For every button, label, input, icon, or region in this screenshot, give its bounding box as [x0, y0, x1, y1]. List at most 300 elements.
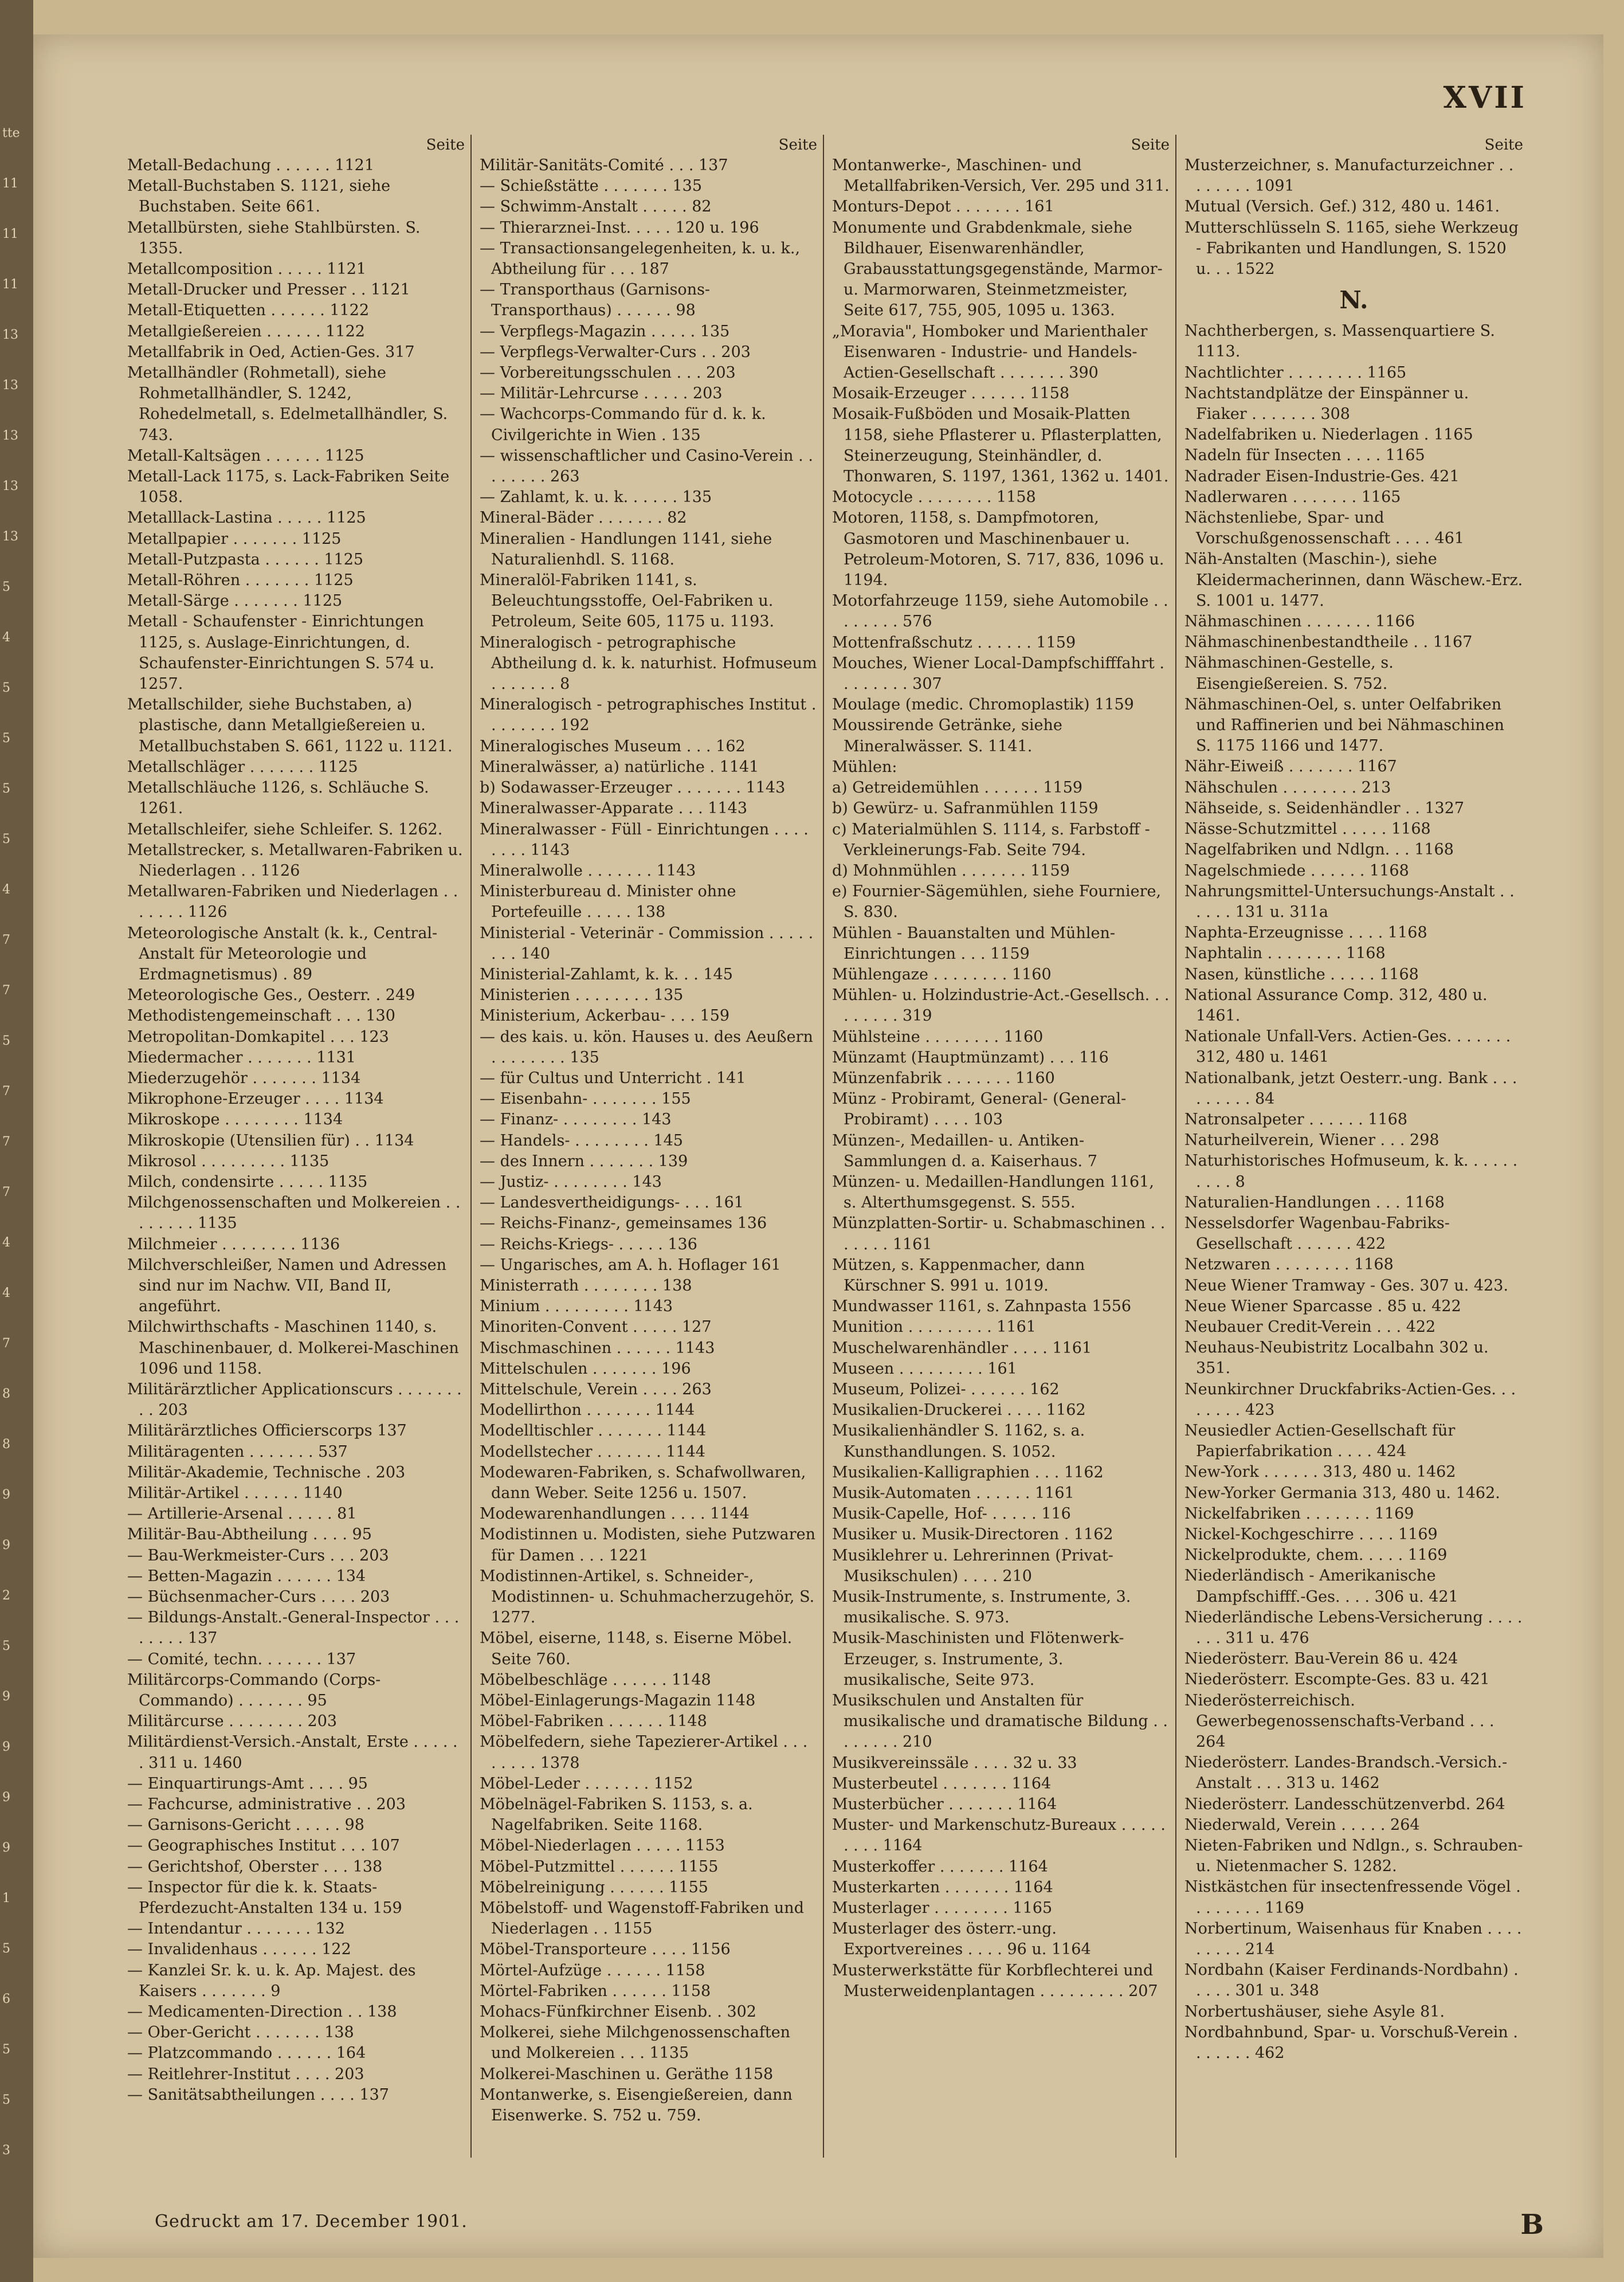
- index-entry: — Garnisons-Gericht . . . . . 98: [127, 1816, 364, 1834]
- index-entry: Mikrosol . . . . . . . . . 1135: [127, 1152, 329, 1170]
- index-entry: Militär-Sanitäts-Comité . . . 137: [480, 156, 728, 174]
- index-entry: Musterzeichner, s. Manufacturzeichner . . . . . . . . 1091: [1184, 156, 1514, 195]
- gutter-number: 11: [2, 227, 18, 241]
- index-entry: Monumente und Grabdenkmale, siehe Bildhauer, Eisenwarenhändler, Grabausstattungsgegenstände, Marmor- u. Marmorwaren, Steinmetzmeister, Seite 617, 755, 905, 1095 u. 1363.: [832, 218, 1163, 320]
- index-entry: Militärcurse . . . . . . . . 203: [127, 1712, 338, 1731]
- index-entry: Nächstenliebe, Spar- und Vorschußgenossenschaft . . . . 461: [1184, 509, 1465, 548]
- index-entry: Metall-Etiquetten . . . . . . 1122: [127, 301, 370, 320]
- index-entry: b) Sodawasser-Erzeuger . . . . . . . 1143: [480, 779, 786, 797]
- index-entry: Nachtstandplätze der Einspänner u. Fiaker . . . . . . . 308: [1184, 384, 1469, 424]
- index-entry: — Ober-Gericht . . . . . . . 138: [127, 2024, 354, 2042]
- gutter-number: 7: [2, 1135, 10, 1149]
- index-entry: Meteorologische Anstalt (k. k., Central-Anstalt für Meteorologie und Erdmagnetismus) . 89: [127, 924, 438, 983]
- gutter-number: 9: [2, 1740, 10, 1754]
- index-entry: Mineralwasser - Füll - Einrichtungen . . . . . . . . 1143: [480, 820, 809, 859]
- index-entry: Möbel-Transporteure . . . . 1156: [480, 1940, 731, 1959]
- gutter-number: 5: [2, 2093, 10, 2107]
- index-entry: — Intendantur . . . . . . . 132: [127, 1920, 346, 1938]
- index-entry: Möbel-Niederlagen . . . . . 1153: [480, 1837, 725, 1855]
- index-entry: Nationalbank, jetzt Oesterr.-ung. Bank . . . . . . . . . 84: [1184, 1069, 1517, 1108]
- index-entry: Nadlerwaren . . . . . . . 1165: [1184, 488, 1401, 506]
- gutter-number: 7: [2, 983, 10, 998]
- index-entry: Modistinnen-Artikel, s. Schneider-, Modistinnen- u. Schuhmacherzugehör, S. 1277.: [480, 1567, 815, 1627]
- index-entry: Metall-Putzpasta . . . . . . 1125: [127, 550, 364, 568]
- index-entry: — Reitlehrer-Institut . . . . 203: [127, 2065, 364, 2083]
- index-entry: New-York . . . . . . 313, 480 u. 1462: [1184, 1463, 1456, 1481]
- gutter-number: 11: [2, 177, 18, 191]
- index-entry: Norbertushäuser, siehe Asyle 81.: [1184, 2002, 1445, 2021]
- index-entry: Möbelfedern, siehe Tapezierer-Artikel . . . . . . . . 1378: [480, 1733, 808, 1772]
- index-entry: Musterlager . . . . . . . . 1165: [832, 1899, 1053, 1918]
- index-entry: Metallschläger . . . . . . . 1125: [127, 758, 358, 776]
- index-entry: — Schwimm-Anstalt . . . . . 82: [480, 198, 712, 216]
- index-entry: Metall-Kaltsägen . . . . . . 1125: [127, 446, 364, 465]
- gutter-number: 4: [2, 883, 10, 897]
- index-entry: Nähmaschinenbestandtheile . . 1167: [1184, 633, 1473, 652]
- index-entry: „Moravia", Homboker und Marienthaler Eisenwaren - Industrie- und Handels-Actien-Gesellschaft . . . . . . . 390: [832, 322, 1148, 382]
- index-entry: Niederösterreichisch. Gewerbegenossenschafts-Verband . . . 264: [1184, 1691, 1494, 1751]
- index-entry: Münzenfabrik . . . . . . . 1160: [832, 1069, 1055, 1087]
- index-entry: Näh-Anstalten (Maschin-), siehe Kleidermacherinnen, dann Wäschew.-Erz. S. 1001 u. 1477.: [1184, 550, 1523, 610]
- gutter-number: 4: [2, 630, 10, 645]
- index-entry: Nähmaschinen-Oel, s. unter Oelfabriken und Raffinerien und bei Nähmaschinen S. 1175 1166 und 1477.: [1184, 695, 1505, 755]
- index-entry: Metallbürsten, siehe Stahlbürsten. S. 1355.: [127, 218, 421, 257]
- gutter-number: 13: [2, 429, 18, 443]
- index-entry: Metallfabrik in Oed, Actien-Ges. 317: [127, 343, 415, 361]
- index-entry: Mischmaschinen . . . . . . 1143: [480, 1339, 715, 1357]
- left-gutter: [0, 0, 33, 2282]
- index-entry: Münzen- u. Medaillen-Handlungen 1161, s. Alterthumsgegenst. S. 555.: [832, 1173, 1154, 1212]
- index-entry: Metallcomposition . . . . . 1121: [127, 260, 367, 279]
- gutter-number: 5: [2, 782, 10, 796]
- index-entry: Muster- und Markenschutz-Bureaux . . . . . . . . . 1164: [832, 1816, 1166, 1855]
- gutter-number: 7: [2, 1185, 10, 1199]
- index-entry: Mittelschulen . . . . . . . 196: [480, 1359, 691, 1378]
- index-entry: Mosaik-Fußböden und Mosaik-Platten 1158, siehe Pflasterer u. Pflasterplatten, Steinerzeugung, Steinhändler, d. Thonwaren, S. 1197, 1361, 1362 u. 1401.: [832, 405, 1169, 486]
- index-entry: Niederösterr. Bau-Verein 86 u. 424: [1184, 1650, 1458, 1668]
- index-entry: Miederzugehör . . . . . . . 1134: [127, 1069, 361, 1087]
- index-entry: Neubauer Credit-Verein . . . 422: [1184, 1318, 1436, 1336]
- gutter-number: 7: [2, 933, 10, 947]
- index-entry: Molkerei-Maschinen u. Geräthe 1158: [480, 2065, 774, 2083]
- index-entry: Metall-Buchstaben S. 1121, siehe Buchstaben. Seite 661.: [127, 177, 391, 216]
- index-entry: Nähmaschinen-Gestelle, s. Eisengießereien. S. 752.: [1184, 654, 1394, 693]
- index-entry: Nähmaschinen . . . . . . . 1166: [1184, 613, 1415, 631]
- index-entry: Naphtalin . . . . . . . . 1168: [1184, 944, 1386, 963]
- index-entry: Nähseide, s. Seidenhändler . . 1327: [1184, 799, 1465, 817]
- index-entry: Mineralogisch - petrographisches Institut . . . . . . . . 192: [480, 696, 817, 735]
- index-entry: Nickelprodukte, chem. . . . . 1169: [1184, 1546, 1448, 1565]
- gutter-number: 9: [2, 1790, 10, 1805]
- index-entry: Mineralwasser-Apparate . . . 1143: [480, 799, 748, 818]
- index-entry: — Handels- . . . . . . . . 145: [480, 1131, 683, 1150]
- index-entry: Montanwerke-, Maschinen- und Metallfabriken-Versich, Ver. 295 und 311.: [832, 156, 1170, 195]
- index-entry: Nesselsdorfer Wagenbau-Fabriks-Gesellschaft . . . . . . 422: [1184, 1214, 1450, 1253]
- index-entry: Metall-Röhren . . . . . . . 1125: [127, 571, 354, 590]
- index-entry: Nickel-Kochgeschirre . . . . 1169: [1184, 1526, 1438, 1543]
- index-entry: Modelltischler . . . . . . . 1144: [480, 1422, 707, 1440]
- index-entry: Nachtlichter . . . . . . . . 1165: [1184, 363, 1407, 382]
- index-entry: Neue Wiener Sparcasse . 85 u. 422: [1184, 1297, 1461, 1315]
- index-entry: New-Yorker Germania 313, 480 u. 1462.: [1184, 1484, 1500, 1502]
- index-entry: Militärdienst-Versich.-Anstalt, Erste . . . . . . 311 u. 1460: [127, 1733, 458, 1772]
- index-entry: — Bildungs-Anstalt.-General-Inspector . . . . . . . . 137: [127, 1609, 460, 1648]
- gutter-number: 9: [2, 1538, 10, 1552]
- index-entry: — Inspector für die k. k. Staats-Pferdezucht-Anstalten 134 u. 159: [127, 1878, 402, 1918]
- index-entry: Modellirthon . . . . . . . 1144: [480, 1401, 695, 1420]
- gutter-number: 5: [2, 2042, 10, 2057]
- index-entry: National Assurance Comp. 312, 480 u. 1461.: [1184, 986, 1488, 1025]
- index-entry: Musterbeutel . . . . . . . 1164: [832, 1774, 1052, 1793]
- index-entry: — für Cultus und Unterricht . 141: [480, 1069, 746, 1087]
- index-entry: Münzplatten-Sortir- u. Schabmaschinen . . . . . . . 1161: [832, 1214, 1166, 1253]
- index-entry: Mineralöl-Fabriken 1141, s. Beleuchtungsstoffe, Oel-Fabriken u. Petroleum, Seite 605, 1175 u. 1193.: [480, 571, 775, 631]
- index-entry: Metallhändler (Rohmetall), siehe Rohmetallhändler, S. 1242, Rohedelmetall, s. Edelmetallhändler, S. 743.: [127, 364, 448, 444]
- gutter-number: 13: [2, 530, 18, 544]
- index-entry: — Zahlamt, k. u. k. . . . . . 135: [480, 488, 712, 507]
- index-entry: — Ungarisches, am A. h. Hoflager 161: [480, 1256, 781, 1274]
- index-entry: Metall-Särge . . . . . . . 1125: [127, 592, 343, 610]
- index-entry: Musterlager des österr.-ung. Exportvereines . . . . 96 u. 1164: [832, 1920, 1091, 1959]
- index-entry: — Bau-Werkmeister-Curs . . . 203: [127, 1546, 389, 1565]
- index-entry: Mutual (Versich. Gef.) 312, 480 u. 1461.: [1184, 198, 1500, 216]
- index-entry: Nordbahn (Kaiser Ferdinands-Nordbahn) . . . . . 301 u. 348: [1184, 1961, 1519, 2000]
- index-entry: Mittelschule, Verein . . . . 263: [480, 1380, 712, 1398]
- index-entry: Modistinnen u. Modisten, siehe Putzwaren für Damen . . . 1221: [480, 1526, 816, 1565]
- index-entry: Mörtel-Fabriken . . . . . . 1158: [480, 1982, 711, 2000]
- index-entry: Metall-Drucker und Presser . . 1121: [127, 281, 410, 299]
- gutter-number: 13: [2, 328, 18, 342]
- index-entry: Naturalien-Handlungen . . . 1168: [1184, 1193, 1445, 1211]
- index-entry: Musik-Capelle, Hof- . . . . . 116: [832, 1505, 1071, 1523]
- index-entry: Mühlsteine . . . . . . . . 1160: [832, 1028, 1044, 1046]
- section-heading: N.: [1339, 286, 1368, 315]
- gutter-number: 5: [2, 580, 10, 594]
- index-entry: Metallschläuche 1126, s. Schläuche S. 1261.: [127, 779, 429, 818]
- index-column-1: [119, 135, 472, 2158]
- index-entry: Militär-Bau-Abtheilung . . . . 95: [127, 1526, 372, 1544]
- index-entry: — wissenschaftlicher und Casino-Verein . . . . . . . . 263: [480, 446, 813, 486]
- index-entry: Minoriten-Convent . . . . . 127: [480, 1318, 712, 1336]
- index-entry: Militäragenten . . . . . . . 537: [127, 1442, 348, 1461]
- seite-header: Seite: [426, 136, 465, 154]
- index-entry: Ministerrath . . . . . . . . 138: [480, 1276, 692, 1295]
- index-entry: — Reichs-Kriegs- . . . . . 136: [480, 1235, 697, 1253]
- index-entry: — Platzcommando . . . . . . 164: [127, 2044, 366, 2063]
- index-entry: Nähschulen . . . . . . . . 213: [1184, 778, 1391, 797]
- index-entry: Möbelstoff- und Wagenstoff-Fabriken und Niederlagen . . 1155: [480, 1899, 804, 1938]
- index-entry: Nickelfabriken . . . . . . . 1169: [1184, 1504, 1414, 1523]
- index-entry: Neusiedler Actien-Gesellschaft für Papierfabrikation . . . . 424: [1184, 1421, 1456, 1461]
- index-entry: Motorfahrzeuge 1159, siehe Automobile . . . . . . . . 576: [832, 592, 1168, 631]
- index-entry: Moussirende Getränke, siehe Mineralwässer. S. 1141.: [832, 716, 1062, 755]
- index-entry: Neue Wiener Tramway - Ges. 307 u. 423.: [1184, 1276, 1509, 1295]
- index-entry: — Reichs-Finanz-, gemeinsames 136: [480, 1214, 767, 1233]
- index-entry: Milch, condensirte . . . . . 1135: [127, 1173, 368, 1191]
- index-entry: — Vorbereitungsschulen . . . 203: [480, 364, 736, 382]
- index-entry: Musterkoffer . . . . . . . 1164: [832, 1857, 1048, 1876]
- index-entry: Ministerium, Ackerbau- . . . 159: [480, 1007, 730, 1025]
- index-entry: Motoren, 1158, s. Dampfmotoren, Gasmotoren und Maschinenbauer u. Petroleum-Motoren, S. 717, 836, 1096 u. 1194.: [832, 509, 1164, 590]
- index-entry: — Invalidenhaus . . . . . . 122: [127, 1940, 351, 1959]
- index-entry: Musterkarten . . . . . . . 1164: [832, 1878, 1053, 1896]
- index-entry: Museum, Polizei- . . . . . . 162: [832, 1380, 1060, 1398]
- index-entry: Mühlengaze . . . . . . . . 1160: [832, 965, 1052, 983]
- index-entry: Mineralien - Handlungen 1141, siehe Naturalienhdl. S. 1168.: [480, 530, 772, 568]
- index-entry: Metallstrecker, s. Metallwaren-Fabriken u. Niederlagen . . 1126: [127, 841, 463, 880]
- index-entry: Nieten-Fabriken und Ndlgn., s. Schrauben- u. Nietenmacher S. 1282.: [1184, 1837, 1523, 1876]
- index-entry: Molkerei, siehe Milchgenossenschaften und Molkereien . . . 1135: [480, 2024, 791, 2063]
- index-entry: Möbel-Leder . . . . . . . 1152: [480, 1774, 693, 1793]
- gutter-number: 5: [2, 1942, 10, 1956]
- index-entry: Nasen, künstliche . . . . . 1168: [1184, 965, 1419, 983]
- seite-header: Seite: [1131, 136, 1170, 154]
- gutter-number: 5: [2, 731, 10, 746]
- seite-header: Seite: [778, 136, 817, 154]
- index-entry: Möbelnägel-Fabriken S. 1153, s. a. Nagelfabriken. Seite 1168.: [480, 1795, 753, 1834]
- index-entry: Muschelwarenhändler . . . . 1161: [832, 1339, 1092, 1357]
- index-entry: — Wachcorps-Commando für d. k. k. Civilgerichte in Wien . 135: [480, 405, 766, 444]
- index-entry: Mosaik-Erzeuger . . . . . . 1158: [832, 385, 1070, 403]
- index-entry: Minium . . . . . . . . . 1143: [480, 1297, 673, 1316]
- index-entry: Mikroskope . . . . . . . . 1134: [127, 1111, 343, 1129]
- index-entry: Modewaren-Fabriken, s. Schafwollwaren, dann Weber. Seite 1256 u. 1507.: [480, 1463, 806, 1502]
- index-entry: a) Getreidemühlen . . . . . . 1159: [832, 779, 1083, 797]
- index-entry: Militärärztliches Officierscorps 137: [127, 1422, 407, 1440]
- index-entry: Metallwaren-Fabriken und Niederlagen . . . . . . . 1126: [127, 883, 458, 922]
- index-entry: Mineral-Bäder . . . . . . . 82: [480, 509, 687, 527]
- index-entry: — Büchsenmacher-Curs . . . . 203: [127, 1588, 390, 1606]
- index-entry: — Artillerie-Arsenal . . . . . 81: [127, 1505, 357, 1523]
- index-entry: Nagelschmiede . . . . . . 1168: [1184, 861, 1409, 880]
- index-entry: Naphta-Erzeugnisse . . . . 1168: [1184, 924, 1427, 942]
- index-entry: Niederösterr. Landesschützenverbd. 264: [1184, 1795, 1505, 1813]
- index-entry: Milchwirthschafts - Maschinen 1140, s. Maschinenbauer, d. Molkerei-Maschinen 1096 und 1158.: [127, 1318, 459, 1378]
- index-entry: Ministerial-Zahlamt, k. k. . . 145: [480, 965, 733, 983]
- index-entry: Nähr-Eiweiß . . . . . . . 1167: [1184, 758, 1397, 776]
- index-entry: Militär-Akademie, Technische . 203: [127, 1463, 406, 1481]
- gutter-number: 5: [2, 832, 10, 846]
- index-entry: Niederwald, Verein . . . . . 264: [1184, 1816, 1420, 1834]
- index-entry: Metall-Bedachung . . . . . . 1121: [127, 156, 375, 174]
- gutter-number: 8: [2, 1437, 10, 1452]
- gutter-number: 7: [2, 1084, 10, 1099]
- page-folio: XVII: [1443, 80, 1527, 115]
- index-entry: Musiklehrer u. Lehrerinnen (Privat-Musikschulen) . . . . 210: [832, 1546, 1113, 1585]
- gutter-number: tte: [2, 126, 20, 140]
- index-entry: Moulage (medic. Chromoplastik) 1159: [832, 696, 1134, 714]
- index-entry: Niederländisch - Amerikanische Dampfschifff.-Ges. . . . 306 u. 421: [1184, 1567, 1458, 1606]
- index-entry: Militärcorps-Commando (Corps-Commando) . . . . . . . 95: [127, 1671, 381, 1710]
- index-entry: Meteorologische Ges., Oesterr. . 249: [127, 986, 415, 1005]
- index-entry: — Justiz- . . . . . . . . 143: [480, 1173, 662, 1191]
- index-entry: Musikalien-Kalligraphien . . . 1162: [832, 1463, 1104, 1481]
- index-entry: Musikschulen und Anstalten für musikalische und dramatische Bildung . . . . . . . . 210: [832, 1692, 1168, 1751]
- index-entry: Ministerien . . . . . . . . 135: [480, 986, 684, 1005]
- index-entry: Mineralogisches Museum . . . 162: [480, 737, 746, 755]
- sheet-signature: B: [1520, 2209, 1544, 2241]
- index-entry: Nadrader Eisen-Industrie-Ges. 421: [1184, 467, 1460, 485]
- index-entry: Nagelfabriken und Ndlgn. . . 1168: [1184, 841, 1454, 859]
- index-entry: Mundwasser 1161, s. Zahnpasta 1556: [832, 1297, 1132, 1316]
- index-entry: Mineralogisch - petrographische Abtheilung d. k. k. naturhist. Hofmuseum . . . . . . . 8: [480, 633, 817, 693]
- index-entry: — des kais. u. kön. Hauses u. des Aeußern . . . . . . . . 135: [480, 1028, 813, 1066]
- index-entry: Mühlen- u. Holzindustrie-Act.-Gesellsch. . . . . . . . . 319: [832, 986, 1170, 1025]
- index-entry: Möbelbeschläge . . . . . . 1148: [480, 1671, 711, 1689]
- index-entry: Nachtherbergen, s. Massenquartiere S. 1113.: [1184, 322, 1495, 361]
- index-entry: Miedermacher . . . . . . . 1131: [127, 1048, 356, 1066]
- gutter-number: 11: [2, 277, 18, 292]
- gutter-number: 9: [2, 1841, 10, 1855]
- gutter-number: 5: [2, 1639, 10, 1653]
- index-entry: Monturs-Depot . . . . . . . 161: [832, 198, 1054, 216]
- index-entry: Metallschilder, siehe Buchstaben, a) plastische, dann Metallgießereien u. Metallbuchstaben S. 661, 1122 u. 1121.: [127, 696, 453, 755]
- index-entry: Musikalien-Druckerei . . . . 1162: [832, 1401, 1086, 1420]
- index-entry: Mühlen:: [832, 758, 897, 776]
- gutter-number: 9: [2, 1488, 10, 1502]
- seite-header: Seite: [1484, 136, 1523, 154]
- index-entry: Museen . . . . . . . . . 161: [832, 1359, 1017, 1378]
- gutter-number: 4: [2, 1286, 10, 1300]
- gutter-number: 2: [2, 1589, 10, 1603]
- index-entry: Nistkästchen für insectenfressende Vögel . . . . . . . . 1169: [1184, 1878, 1521, 1917]
- index-entry: — Finanz- . . . . . . . . 143: [480, 1111, 672, 1129]
- index-entry: Neuhaus-Neubistritz Localbahn 302 u. 351.: [1184, 1339, 1489, 1378]
- index-entry: Naturhistorisches Hofmuseum, k. k. . . . . . . . . . 8: [1184, 1152, 1518, 1191]
- index-entry: Möbel, eiserne, 1148, s. Eiserne Möbel. Seite 760.: [480, 1629, 793, 1668]
- index-entry: Möbelreinigung . . . . . . 1155: [480, 1878, 708, 1896]
- index-entry: Möbel-Einlagerungs-Magazin 1148: [480, 1692, 756, 1710]
- index-entry: Modewarenhandlungen . . . . 1144: [480, 1505, 750, 1523]
- index-entry: Mottenfraßschutz . . . . . . 1159: [832, 633, 1076, 652]
- index-entry: Musiker u. Musik-Directoren . 1162: [832, 1526, 1113, 1544]
- index-entry: — Verpflegs-Magazin . . . . . 135: [480, 322, 730, 340]
- index-entry: Mikroskopie (Utensilien für) . . 1134: [127, 1131, 414, 1150]
- index-entry: — Fachcurse, administrative . . 203: [127, 1795, 406, 1814]
- index-entry: Musik-Maschinisten und Flötenwerk-Erzeuger, s. Instrumente, 3. musikalische, Seite 973.: [832, 1629, 1124, 1689]
- index-entry: Ministerbureau d. Minister ohne Portefeuille . . . . . 138: [480, 883, 736, 922]
- index-entry: — Betten-Magazin . . . . . . 134: [127, 1567, 366, 1585]
- index-entry: Milchmeier . . . . . . . . 1136: [127, 1235, 340, 1253]
- index-entry: Metall - Schaufenster - Einrichtungen 1125, s. Auslage-Einrichtungen, d. Schaufenster-Einrichtungen S. 574 u. 1257.: [127, 613, 435, 693]
- index-column-3: [824, 135, 1176, 2158]
- gutter-number: 13: [2, 378, 18, 393]
- index-entry: Nordbahnbund, Spar- u. Vorschuß-Verein . . . . . . . 462: [1184, 2023, 1518, 2063]
- index-entry: — Verpflegs-Verwalter-Curs . . 203: [480, 343, 751, 361]
- index-entry: Mühlen - Bauanstalten und Mühlen-Einrichtungen . . . 1159: [832, 924, 1115, 963]
- index-entry: Militär-Artikel . . . . . . 1140: [127, 1484, 343, 1502]
- gutter-number: 1: [2, 1891, 10, 1905]
- index-entry: Ministerial - Veterinär - Commission . . . . . . . . 140: [480, 924, 814, 963]
- index-entry: — Schießstätte . . . . . . . 135: [480, 177, 702, 195]
- index-entry: Mouches, Wiener Local-Dampfschifffahrt . . . . . . . . 307: [832, 654, 1164, 693]
- index-entry: Militärärztlicher Applicationscurs . . . . . . . . . 203: [127, 1380, 462, 1420]
- index-entry: — Medicamenten-Direction . . 138: [127, 2003, 397, 2021]
- index-entry: Musik-Automaten . . . . . . 1161: [832, 1484, 1074, 1502]
- index-column-4: [1176, 135, 1529, 2158]
- index-entry: Norbertinum, Waisenhaus für Knaben . . . . . . . . . 214: [1184, 1919, 1522, 1959]
- index-entry: — Gerichtshof, Oberster . . . 138: [127, 1857, 383, 1876]
- gutter-number: 5: [2, 681, 10, 695]
- index-entry: Musterbücher . . . . . . . 1164: [832, 1795, 1057, 1814]
- index-entry: — Comité, techn. . . . . . . 137: [127, 1650, 356, 1668]
- index-entry: — des Innern . . . . . . . 139: [480, 1152, 688, 1170]
- print-date: Gedruckt am 17. December 1901.: [155, 2212, 468, 2232]
- index-entry: Mineralwolle . . . . . . . 1143: [480, 861, 696, 880]
- index-entry: — Einquartirungs-Amt . . . . 95: [127, 1774, 368, 1793]
- index-entry: Motocycle . . . . . . . . 1158: [832, 488, 1036, 507]
- index-entry: Musikalienhändler S. 1162, s. a. Kunsthandlungen. S. 1052.: [832, 1422, 1085, 1461]
- index-entry: Nadelfabriken u. Niederlagen . 1165: [1184, 426, 1473, 444]
- index-entry: Nässe-Schutzmittel . . . . . 1168: [1184, 820, 1431, 838]
- gutter-number: 4: [2, 1236, 10, 1250]
- index-entry: — Geographisches Institut . . . 107: [127, 1837, 400, 1855]
- index-entry: Metall-Lack 1175, s. Lack-Fabriken Seite 1058.: [127, 468, 450, 507]
- index-entry: Metallschleifer, siehe Schleifer. S. 1262.: [127, 820, 443, 838]
- index-entry: Niederösterr. Escompte-Ges. 83 u. 421: [1184, 1671, 1490, 1689]
- gutter-number: 13: [2, 479, 18, 493]
- index-entry: Natronsalpeter . . . . . . 1168: [1184, 1110, 1407, 1128]
- index-entry: — Landesvertheidigungs- . . . 161: [480, 1194, 744, 1212]
- index-entry: Milchgenossenschaften und Molkereien . . . . . . . . 1135: [127, 1194, 461, 1233]
- index-entry: — Kanzlei Sr. k. u. k. Ap. Majest. des Kaisers . . . . . . . 9: [127, 1961, 416, 2000]
- index-entry: Möbel-Fabriken . . . . . . 1148: [480, 1712, 707, 1731]
- gutter-number: 5: [2, 1034, 10, 1048]
- index-entry: — Eisenbahn- . . . . . . . 155: [480, 1090, 691, 1108]
- index-entry: Methodistengemeinschaft . . . 130: [127, 1007, 395, 1025]
- index-entry: Münz - Probiramt, General- (General-Probiramt) . . . . 103: [832, 1090, 1127, 1129]
- index-entry: Munition . . . . . . . . . 1161: [832, 1318, 1036, 1336]
- index-entry: — Militär-Lehrcurse . . . . . 203: [480, 385, 723, 403]
- index-entry: Nationale Unfall-Vers. Actien-Ges. . . . . . . 312, 480 u. 1461: [1184, 1028, 1511, 1066]
- index-entry: Münzen-, Medaillen- u. Antiken-Sammlungen d. a. Kaiserhaus. 7: [832, 1131, 1097, 1170]
- index-entry: Mineralwässer, a) natürliche . 1141: [480, 758, 759, 776]
- index-entry: d) Mohnmühlen . . . . . . . 1159: [832, 861, 1070, 880]
- index-entry: e) Fournier-Sägemühlen, siehe Fourniere, S. 830.: [832, 883, 1162, 922]
- index-entry: Metropolitan-Domkapitel . . . 123: [127, 1028, 389, 1046]
- index-entry: Musikvereinssäle . . . . 32 u. 33: [832, 1754, 1077, 1772]
- index-entry: — Sanitätsabtheilungen . . . . 137: [127, 2085, 389, 2104]
- index-entry: — Thierarznei-Inst. . . . . 120 u. 196: [480, 218, 759, 237]
- index-entry: Naturheilverein, Wiener . . . 298: [1184, 1131, 1439, 1150]
- index-entry: Mohacs-Fünfkirchner Eisenb. . 302: [480, 2003, 756, 2021]
- index-entry: Mikrophone-Erzeuger . . . . 1134: [127, 1090, 384, 1108]
- index-entry: Metallgießereien . . . . . . 1122: [127, 322, 365, 340]
- index-entry: Montanwerke, s. Eisengießereien, dann Eisenwerke. S. 752 u. 759.: [480, 2085, 793, 2125]
- index-entry: Mützen, s. Kappenmacher, dann Kürschner S. 991 u. 1019.: [832, 1256, 1085, 1295]
- index-entry: Metalllack-Lastina . . . . . 1125: [127, 509, 366, 527]
- index-entry: Nahrungsmittel-Untersuchungs-Anstalt . . . . . . 131 u. 311a: [1184, 882, 1515, 921]
- index-entry: Mutterschlüsseln S. 1165, siehe Werkzeug - Fabrikanten und Handlungen, S. 1520 u. . . 1522: [1184, 218, 1519, 279]
- index-entry: Metallpapier . . . . . . . 1125: [127, 530, 342, 548]
- index-column-2: [472, 135, 824, 2158]
- gutter-number: 6: [2, 1992, 10, 2006]
- index-entry: Musik-Instrumente, s. Instrumente, 3. musikalische. S. 973.: [832, 1588, 1131, 1627]
- gutter-number: 7: [2, 1336, 10, 1351]
- index-entry: b) Gewürz- u. Safranmühlen 1159: [832, 799, 1099, 818]
- index-entry: Nadeln für Insecten . . . . 1165: [1184, 446, 1425, 465]
- index-entry: Modellstecher . . . . . . . 1144: [480, 1442, 705, 1461]
- index-entry: Münzamt (Hauptmünzamt) . . . 116: [832, 1048, 1109, 1066]
- gutter-number: 3: [2, 2143, 10, 2158]
- index-entry: Möbel-Putzmittel . . . . . . 1155: [480, 1857, 719, 1876]
- index-entry: Niederländische Lebens-Versicherung . . . . . . . 311 u. 476: [1184, 1608, 1523, 1648]
- index-entry: Netzwaren . . . . . . . . 1168: [1184, 1256, 1394, 1274]
- index-entry: Niederösterr. Landes-Brandsch.-Versich.-Anstalt . . . 313 u. 1462: [1184, 1754, 1508, 1793]
- index-entry: — Transactionsangelegenheiten, k. u. k., Abtheilung für . . . 187: [480, 239, 801, 279]
- index-entry: c) Materialmühlen S. 1114, s. Farbstoff - Verkleinerungs-Fab. Seite 794.: [832, 820, 1150, 859]
- index-entry: Musterwerkstätte für Korbflechterei und Musterweidenplantagen . . . . . . . . . 207: [832, 1961, 1158, 2000]
